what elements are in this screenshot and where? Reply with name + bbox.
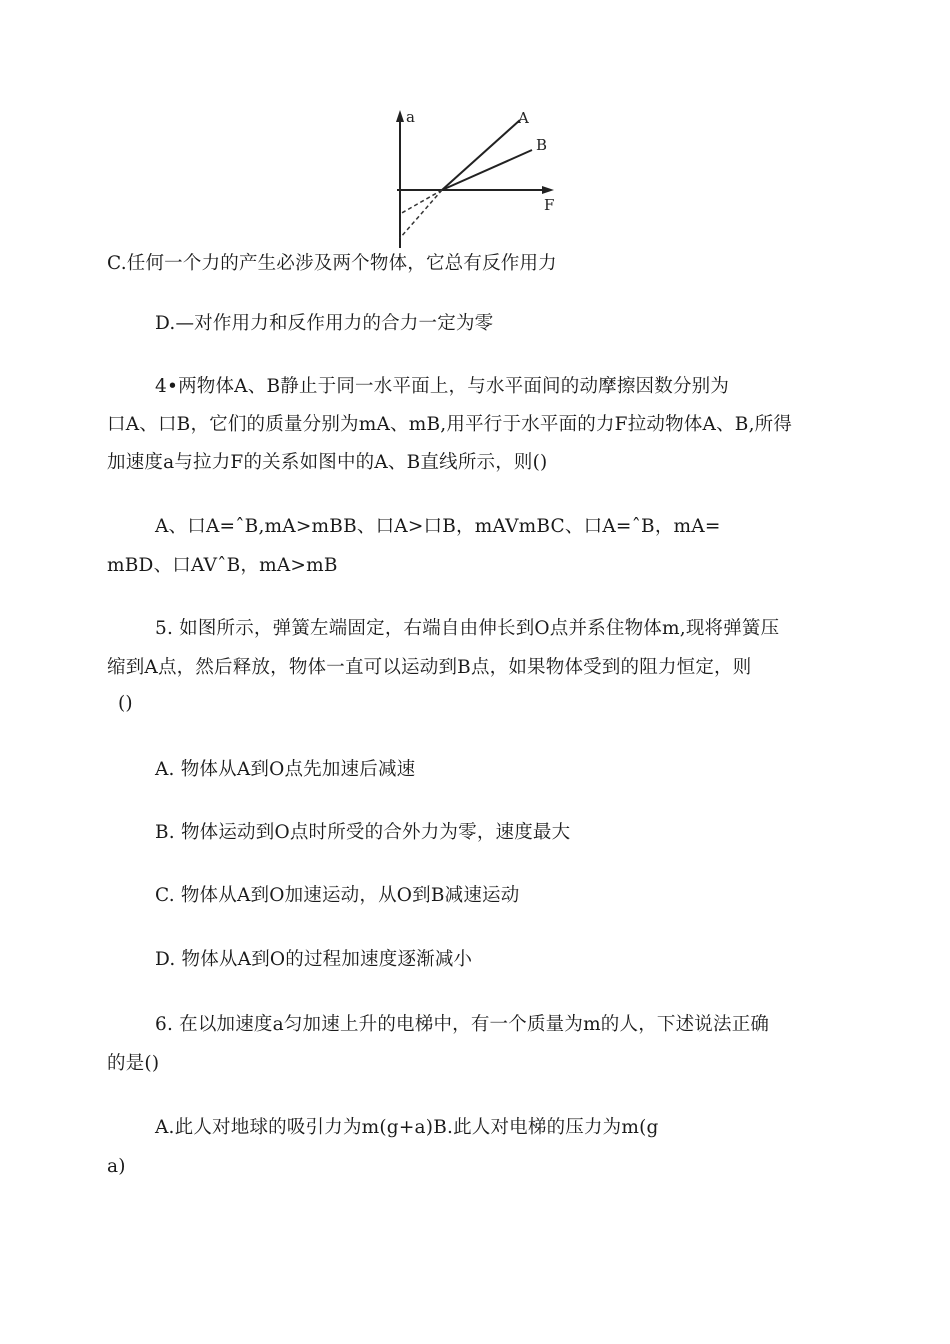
y-axis-arrow — [396, 110, 404, 122]
text-line: 5. 如图所示，弹簧左端固定，右端自由伸长到O点并系住物体m,现将弹簧压 — [155, 618, 780, 639]
line-b-label: B — [536, 136, 548, 154]
text-line: 4•两物体A、B静止于同一水平面上，与水平面间的动摩擦因数分别为 — [155, 376, 730, 397]
text-line: A. 物体从A到O点先加速后减速 — [155, 759, 416, 780]
text-line: mBD、口AVˆB，mA>mB — [107, 555, 338, 576]
text-line: () — [118, 693, 133, 714]
text-line: a) — [107, 1156, 126, 1177]
text-line: A、口A=ˆB,mA>mBB、口A>口B，mAVmBC、口A=ˆB，mA= — [155, 516, 721, 537]
line-a-label: A — [518, 109, 529, 127]
y-axis-label: a — [406, 108, 415, 126]
text-line: D. 物体从A到O的过程加速度逐渐减小 — [155, 949, 473, 970]
x-axis-label: F — [544, 196, 555, 214]
text-line: 的是() — [107, 1053, 160, 1074]
text-line: 缩到A点，然后释放，物体一直可以运动到B点，如果物体受到的阻力恒定，则 — [107, 657, 752, 678]
text-line: 6. 在以加速度a匀加速上升的电梯中，有一个质量为m的人，下述说法正确 — [155, 1014, 770, 1035]
text-line: C.任何一个力的产生必涉及两个物体，它总有反作用力 — [107, 253, 557, 274]
line-b — [442, 150, 532, 190]
text-line: 加速度a与拉力F的关系如图中的A、B直线所示，则() — [107, 452, 548, 473]
text-line: D.—对作用力和反作用力的合力一定为零 — [155, 313, 494, 334]
a-f-graph — [380, 98, 580, 254]
text-line: 口A、口B，它们的质量分别为mA、mB,用平行于水平面的力F拉动物体A、B,所得 — [107, 414, 793, 435]
line-a-dashed-extension — [400, 190, 442, 238]
line-a — [442, 120, 520, 190]
x-axis-arrow — [542, 186, 554, 194]
line-b-dashed-extension — [400, 190, 442, 214]
text-line: B. 物体运动到O点时所受的合外力为零，速度最大 — [155, 822, 571, 843]
a-f-graph-figure — [380, 98, 580, 254]
text-line: C. 物体从A到O加速运动，从O到B减速运动 — [155, 885, 520, 906]
text-line: A.此人对地球的吸引力为m(g+a)B.此人对电梯的压力为m(g — [155, 1117, 659, 1138]
